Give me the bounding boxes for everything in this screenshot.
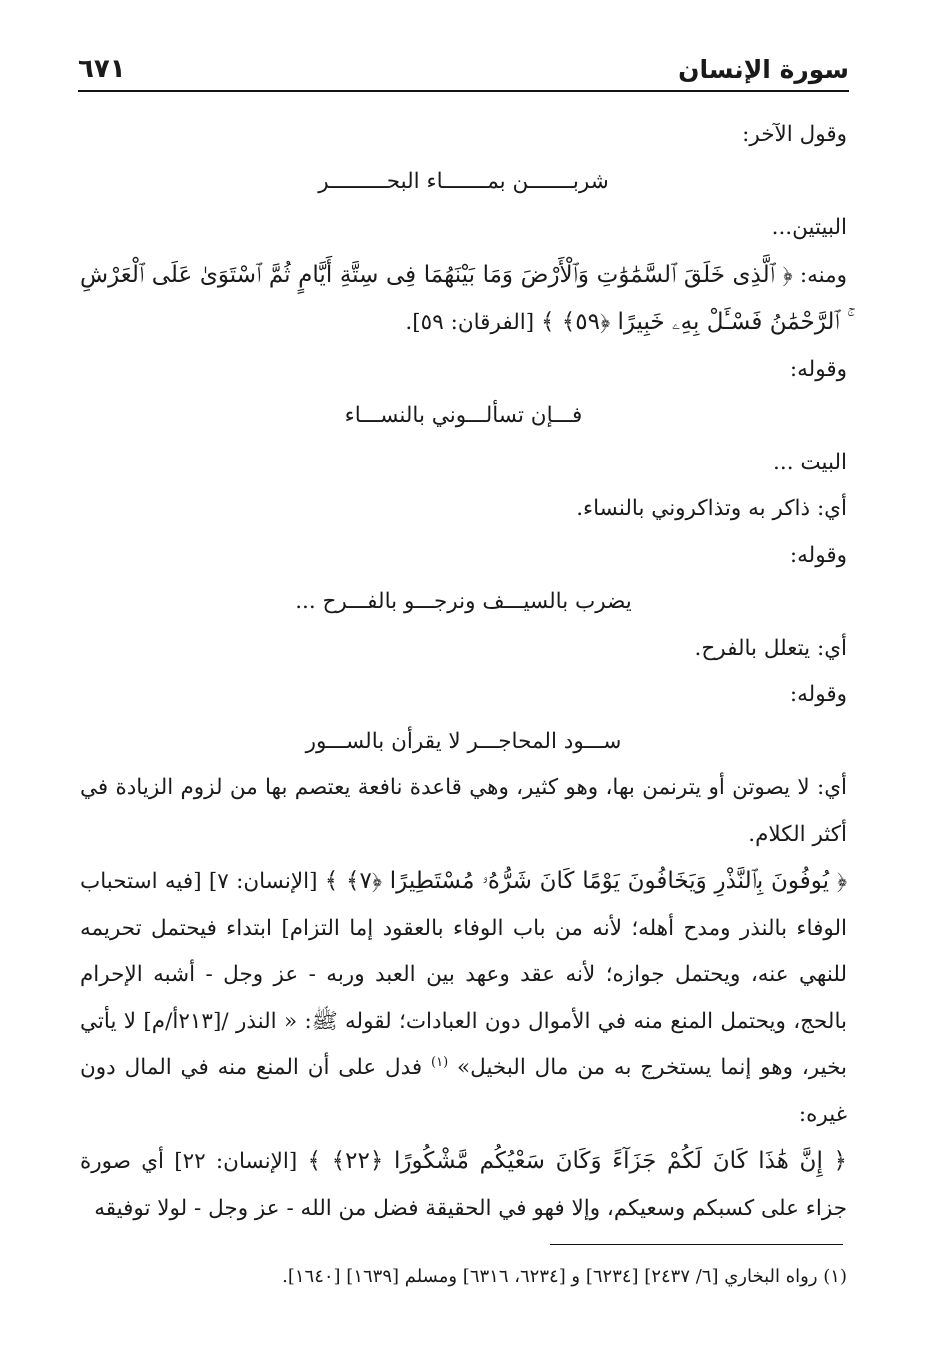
paragraph: [80, 1138, 847, 1232]
quran-verse: ﴿ إِنَّ هَٰذَا كَانَ لَكُمْ جَزَآءً وَكَانَ سَعْيُكُم مَّشْكُورًا ﴿٢٢﴾ ﴾: [307, 1148, 847, 1174]
poetry-verse: يضرب بالسيـــف ونرجـــو بالفـــرح ...: [295, 589, 632, 614]
text-line: البيت ...: [773, 449, 847, 475]
paragraph: أي: لا يصوتن أو يترنمن بها، وهو كثير، وهي قاعدة نافعة يعتصم بها من لزوم الزيادة في أكثر الكلام.: [80, 775, 847, 847]
footnote-reference[interactable]: (١): [431, 1054, 449, 1070]
page-body: [80, 112, 847, 1232]
page-header: [78, 50, 849, 92]
poetry-verse: ســـود المحاجـــر لا يقرأن بالســـور: [305, 728, 622, 754]
footnote: (١) رواه البخاري [٦/ ٢٤٣٧] [٦٢٣٤] و [٦٢٣٤، ٦٣١٦] ومسلم [١٦٣٩] [١٦٤٠].: [282, 1266, 847, 1287]
text-line: أي: ذاكر به وتذاكروني بالنساء.: [576, 496, 847, 521]
text-line: وقول الآخر:: [742, 122, 847, 147]
poetry-verse: فـــإن تسألـــوني بالنســـاء: [344, 403, 583, 428]
sura-title: سورة الإنسان: [678, 55, 849, 84]
footnote-divider: [550, 1244, 843, 1245]
text-line: وقوله:: [789, 542, 847, 568]
text-span: [الإنسان: ٧] [فيه استحباب الوفاء بالنذر ومدح أهله؛ لأنه من باب الوفاء بالعقود إما التزام] ابتداء فيحتمل تحريمه للنهي عنه، ويحتمل جوازه؛ لأنه عقد وعهد بين العبد وربه - عز وجل - أشبه الإحرام بالحج، ويحتمل المنع منه في الأموال دون العبادات؛ لقوله ﷺ: « النذر /[٢١٣أ/م] لا يأتي بخير، وهو إنما يستخرج به من مال البخيل»: [80, 869, 847, 1080]
text-span: [الإنسان: ٢٢] أي صورة جزاء على كسبكم وسعيكم، وإلا فهو في الحقيقة فضل من الله - عز وجل - لولا توفيقه: [80, 1149, 847, 1221]
text-line: البيتين...: [771, 215, 847, 240]
page-number: ٦٧١: [78, 54, 126, 84]
text-line: أي: يتعلل بالفرح.: [694, 635, 847, 661]
text-line: وقوله:: [789, 682, 847, 707]
text-line: وقوله:: [789, 356, 847, 382]
quran-verse: ﴿ يُوفُونَ بِٱلنَّذْرِ وَيَخَافُونَ يَوْمًا كَانَ شَرُّهُۥ مُسْتَطِيرًا ﴿٧﴾ ﴾: [324, 868, 848, 894]
text-span: ومنه:: [792, 262, 848, 288]
quran-verse: ﴿ ٱلَّذِى خَلَقَ ٱلسَّمَٰوَٰتِ وَٱلْأَرْضَ وَمَا بَيْنَهُمَا فِى سِتَّةِ أَيَّامٍ ثُمَّ ٱسْتَوَىٰ عَلَى ٱلْعَرْشِ ۚ ٱلرَّحْمَٰنُ فَسْـَٔلْ بِهِۦ خَبِيرًا ﴿٥٩﴾ ﴾: [80, 261, 847, 335]
text-span: فدل على أن المنع منه في المال دون غيره:: [80, 1055, 847, 1127]
paragraph: [80, 252, 847, 347]
paragraph: [80, 858, 847, 1138]
verse-reference: [الفرقان: ٥٩].: [405, 310, 541, 335]
poetry-verse: شربـــــــن بمـــــــاء البحـــــــــر: [318, 168, 609, 194]
